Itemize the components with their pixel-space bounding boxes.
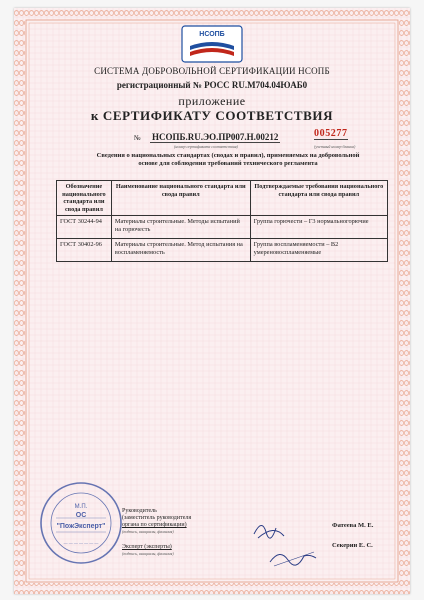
standards-table <box>56 180 388 262</box>
stamp-ring-text: — — — — — — — <box>63 540 99 545</box>
col-designation: Обозначение национального стандарта или свода правил <box>57 181 112 216</box>
mp-label: М.П. <box>74 504 88 510</box>
head-line2: (заместитель руководителя <box>122 515 192 521</box>
cell-name: Материалы строительные. Методы испытаний на горючесть <box>111 216 250 239</box>
nsopb-logo <box>180 24 244 64</box>
cell-designation: ГОСТ 30402-96 <box>57 239 112 262</box>
cell-name: Материалы строительные. Метод испытания на воспламеняемость <box>111 239 250 262</box>
stamp-center-text: ОС <box>75 512 87 519</box>
certificate-number: НСОПБ.RU.ЭО.ПР007.Н.00212 <box>152 132 279 142</box>
expert-label <box>122 544 174 556</box>
table-row <box>57 239 388 262</box>
handwritten-signatures <box>244 514 324 574</box>
blank-number: 005277 <box>314 128 348 139</box>
intro-text: Сведения о национальных стандартах (сводах и правил), применяемых на добровольной основе для соблюдения требований технического регламента <box>96 152 360 167</box>
head-caption: (подпись, инициалы, фамилия) <box>122 529 174 534</box>
table-header-row <box>57 181 388 216</box>
org-title: СИСТЕМА ДОБРОВОЛЬНОЙ СЕРТИФИКАЦИИ НСОПБ <box>94 66 330 76</box>
col-requirements: Подтверждаемые требования национального стандарта или свода правил <box>250 181 387 216</box>
registration-number: регистрационный № РОСС RU.M704.04ЮАБ0 <box>116 80 308 90</box>
cell-requirements: Группа горючести – Г3 нормальногорючие <box>250 216 387 239</box>
title-certificate: к СЕРТИФИКАТУ СООТВЕТСТВИЯ <box>90 108 334 123</box>
head-name: Фатеева М. Е. <box>332 522 374 529</box>
stamp-name-text: "ПожЭксперт" <box>56 523 106 530</box>
expert-line: Эксперт (эксперты) <box>122 544 172 550</box>
head-line3: органа по сертификации) <box>122 522 187 528</box>
blank-number-caption: (учетный номер бланка) <box>314 144 356 149</box>
round-stamp <box>36 478 126 568</box>
cell-requirements: Группа воспламеняемости – В2 умереновоспламеняемые <box>250 239 387 262</box>
head-line1: Руководитель <box>122 508 157 514</box>
expert-caption: (подпись, инициалы, фамилия) <box>122 551 174 556</box>
title-appendix: приложение <box>178 94 246 108</box>
svg-text:НСОПБ: НСОПБ <box>199 31 225 38</box>
certificate-sheet <box>14 8 410 594</box>
col-name: Наименование национального стандарта или свода правил <box>111 181 250 216</box>
certificate-number-caption: (номер сертификата соответствия) <box>174 144 238 149</box>
expert-name: Секерин Е. С. <box>332 542 373 549</box>
number-sign: № <box>134 134 141 142</box>
head-label <box>122 508 191 534</box>
cell-designation: ГОСТ 30244-94 <box>57 216 112 239</box>
table-row <box>57 216 388 239</box>
